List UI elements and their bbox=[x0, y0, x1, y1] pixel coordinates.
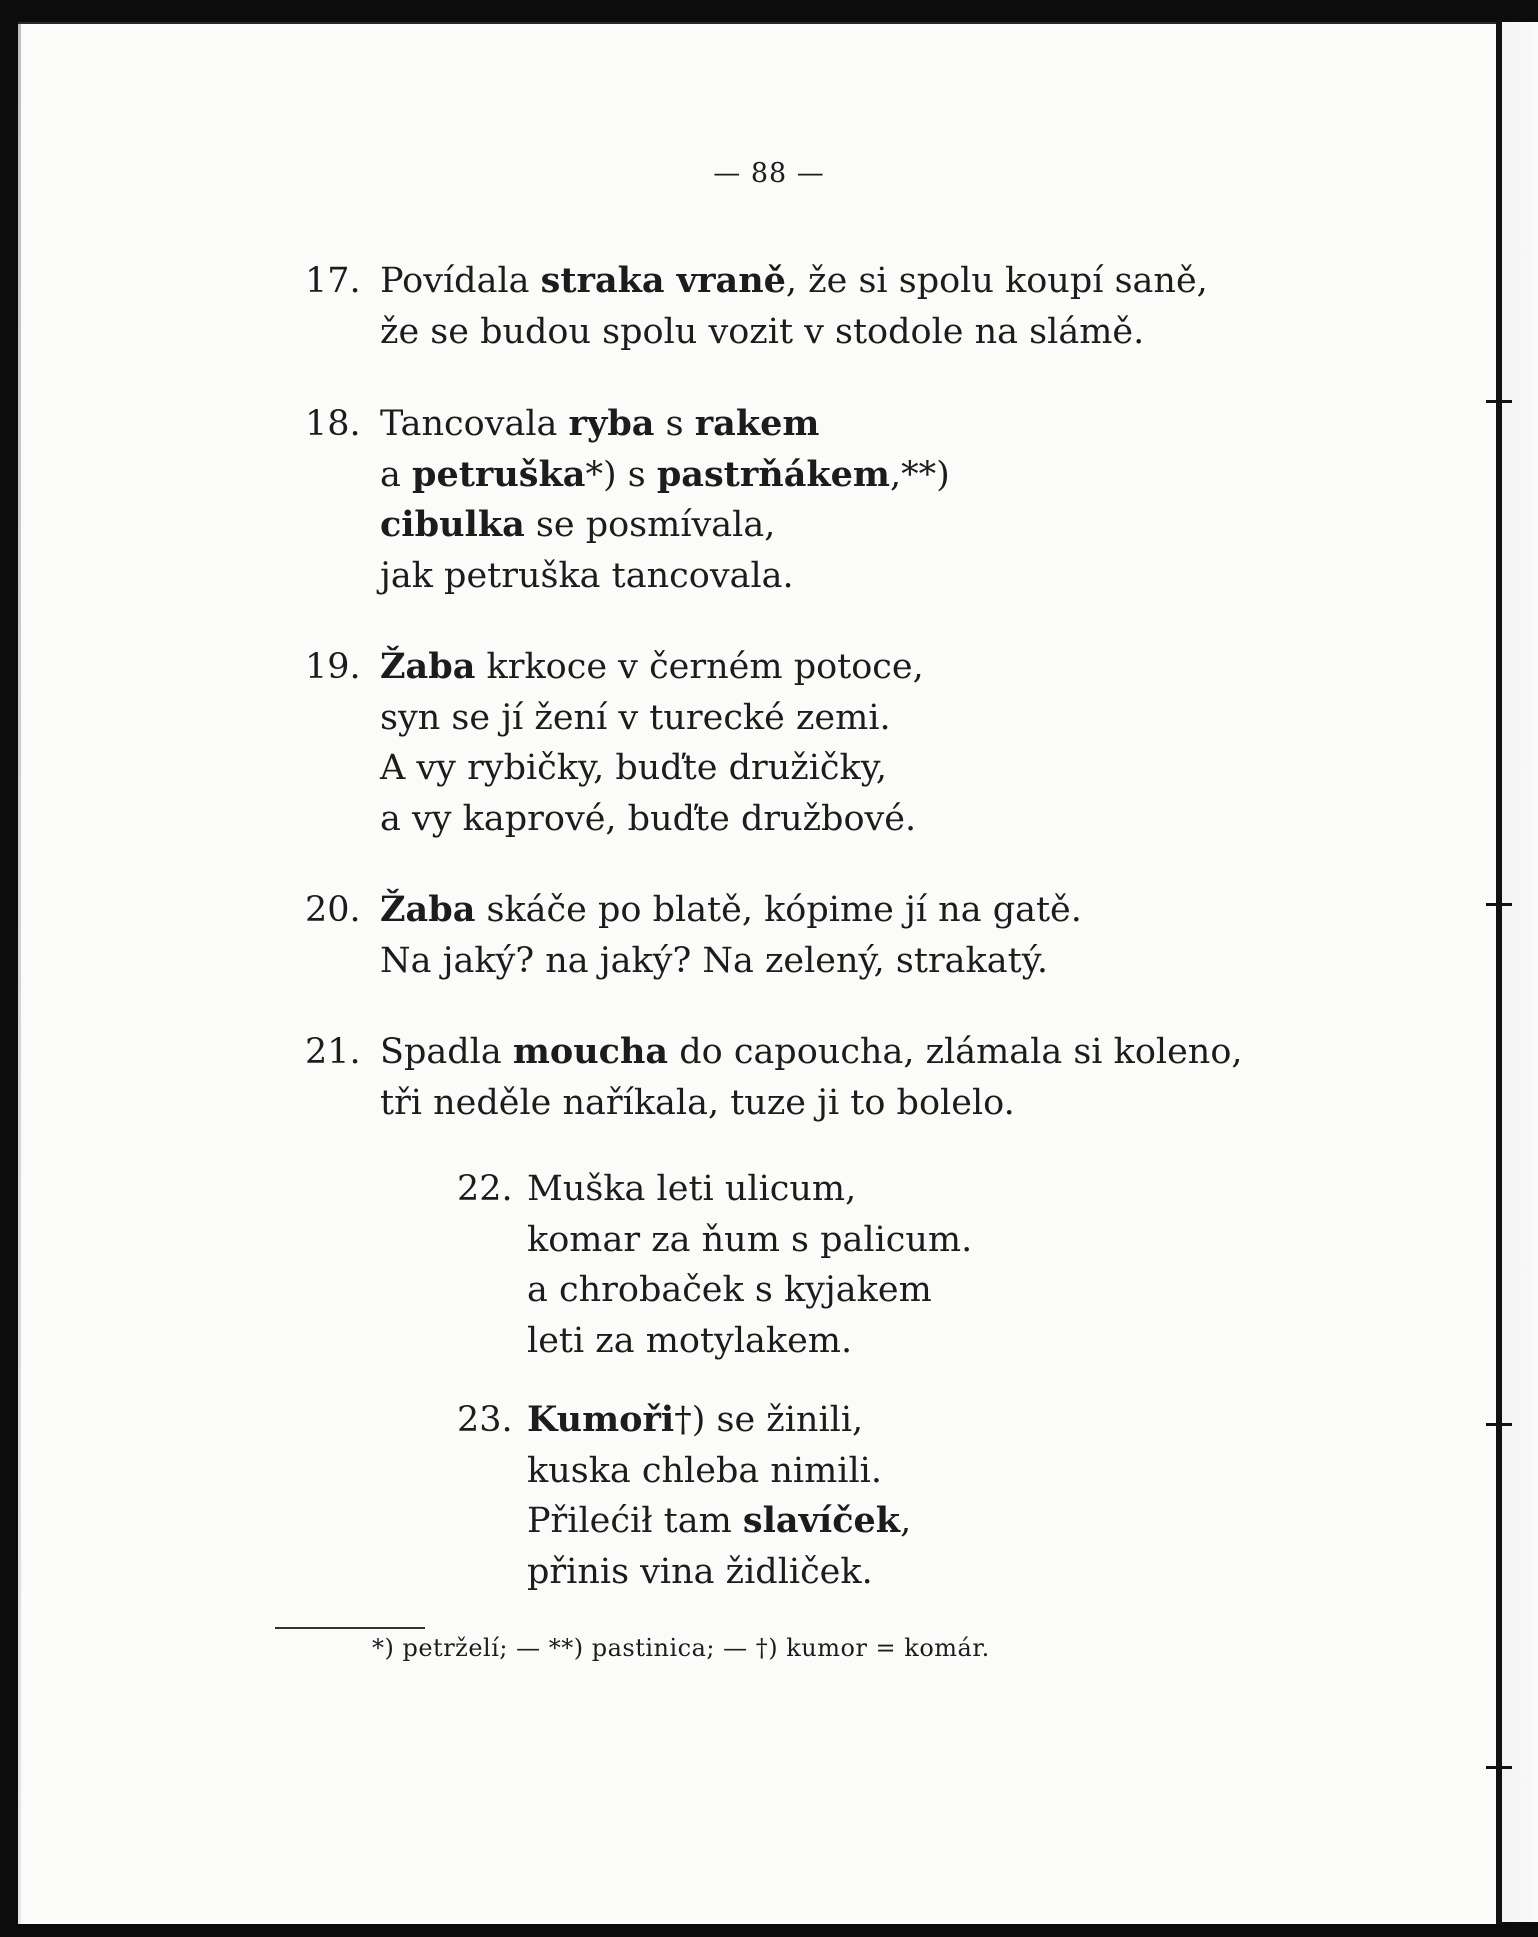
poem-line bbox=[527, 1395, 911, 1446]
footnote: *) petrželí; — **) pastinica; — †) kumor = komár. bbox=[372, 1634, 990, 1662]
poem-lines bbox=[380, 399, 950, 601]
bold-word: moucha bbox=[512, 1031, 669, 1072]
text-run: krkoce v černém potoce, bbox=[475, 647, 924, 687]
text-run: přinis vina židliček. bbox=[527, 1551, 873, 1592]
text-run: a vy kaprové, buďte družbové. bbox=[380, 798, 917, 839]
text-run: Muška leti ulicum, bbox=[527, 1169, 857, 1209]
poem-lines bbox=[380, 642, 924, 844]
poem-line bbox=[527, 1164, 972, 1215]
poem-line bbox=[380, 399, 950, 450]
poem-19 bbox=[305, 642, 924, 844]
bold-word: Žaba bbox=[380, 889, 476, 930]
text-run: †) se žinili, bbox=[674, 1400, 864, 1440]
poem-number: 20. bbox=[305, 890, 361, 930]
text-run: Povídala bbox=[380, 261, 541, 301]
text-run: se posmívala, bbox=[524, 505, 776, 545]
page-edge bbox=[1502, 22, 1538, 1922]
poem-line bbox=[380, 1078, 1243, 1129]
poem-21 bbox=[305, 1027, 1243, 1128]
bold-word: petruška bbox=[412, 453, 586, 495]
bold-word: ryba bbox=[568, 403, 655, 444]
text-run: komar za ňum s palicum. bbox=[527, 1219, 973, 1260]
text-run: Spadla bbox=[380, 1032, 513, 1072]
poem-line bbox=[380, 693, 924, 744]
poem-22 bbox=[457, 1164, 972, 1366]
text-run: do capoucha, zlámala si koleno, bbox=[668, 1032, 1243, 1072]
spine-mark bbox=[1486, 903, 1512, 906]
poem-lines bbox=[380, 256, 1208, 357]
text-run: , že si spolu koupí saně, bbox=[785, 261, 1208, 301]
bold-word: straka vraně bbox=[540, 260, 786, 301]
text-run: jak petruška tancovala. bbox=[380, 555, 794, 596]
poem-lines bbox=[380, 1027, 1243, 1128]
text-run: syn se jí žení v turecké zemi. bbox=[380, 697, 891, 738]
poem-line bbox=[380, 642, 924, 693]
poem-number: 17. bbox=[305, 261, 361, 301]
poem-line bbox=[527, 1265, 972, 1316]
text-run: Na jaký? na jaký? Na zelený, strakatý. bbox=[380, 940, 1048, 981]
spine-mark bbox=[1486, 1423, 1512, 1426]
poem-number: 19. bbox=[305, 647, 361, 687]
poem-number: 22. bbox=[457, 1169, 513, 1209]
poem-23 bbox=[457, 1395, 911, 1597]
poem-line bbox=[380, 743, 924, 794]
text-run: , bbox=[900, 1501, 912, 1541]
text-run: leti za motylakem. bbox=[527, 1320, 853, 1361]
text-run: kuska chleba nimili. bbox=[527, 1450, 882, 1491]
poem-line bbox=[527, 1316, 972, 1367]
bold-word: Kumoři bbox=[527, 1399, 675, 1440]
text-run: Tancovala bbox=[380, 404, 569, 444]
text-run: s bbox=[654, 404, 695, 444]
poem-18 bbox=[305, 399, 950, 601]
poem-line bbox=[527, 1547, 911, 1598]
poem-line bbox=[380, 307, 1208, 358]
footnote-rule bbox=[275, 1627, 425, 1629]
poem-line bbox=[380, 885, 1082, 936]
poem-line bbox=[527, 1446, 911, 1497]
poem-line bbox=[380, 794, 924, 845]
text-run: tři neděle naříkala, tuze ji to bolelo. bbox=[380, 1082, 1015, 1123]
poem-number: 23. bbox=[457, 1400, 513, 1440]
text-run: a chrobaček s kyjakem bbox=[527, 1270, 932, 1310]
poem-line bbox=[380, 551, 950, 602]
spine-mark bbox=[1486, 1766, 1512, 1769]
poem-line bbox=[380, 500, 950, 551]
spine-mark bbox=[1486, 400, 1512, 403]
text-run: Přilećił tam bbox=[527, 1501, 743, 1541]
poem-line bbox=[527, 1215, 972, 1266]
poem-line bbox=[380, 256, 1208, 307]
page-number: — 88 — bbox=[713, 158, 825, 189]
text-run: a bbox=[380, 454, 412, 495]
poem-lines bbox=[380, 885, 1082, 986]
text-run: *) s bbox=[585, 454, 657, 495]
poem-line bbox=[527, 1496, 911, 1547]
bold-word: Žaba bbox=[380, 646, 476, 687]
poem-lines bbox=[527, 1395, 911, 1597]
poem-line bbox=[380, 450, 950, 501]
bold-word: slavíček bbox=[742, 1500, 901, 1541]
poem-lines bbox=[527, 1164, 972, 1366]
poem-number: 18. bbox=[305, 404, 361, 444]
bold-word: pastrňákem bbox=[656, 453, 890, 495]
poem-number: 21. bbox=[305, 1032, 361, 1072]
poem-20 bbox=[305, 885, 1082, 986]
bold-word: cibulka bbox=[380, 504, 525, 545]
text-run: že se budou spolu vozit v stodole na slámě. bbox=[380, 311, 1145, 352]
poem-line bbox=[380, 1027, 1243, 1078]
text-run: skáče po blatě, kópime jí na gatě. bbox=[475, 890, 1082, 930]
poem-line bbox=[380, 936, 1082, 987]
bold-word: rakem bbox=[694, 403, 820, 444]
poem-17 bbox=[305, 256, 1208, 357]
text-run: A vy rybičky, buďte družičky, bbox=[380, 748, 887, 788]
text-run: ,**) bbox=[889, 454, 950, 495]
